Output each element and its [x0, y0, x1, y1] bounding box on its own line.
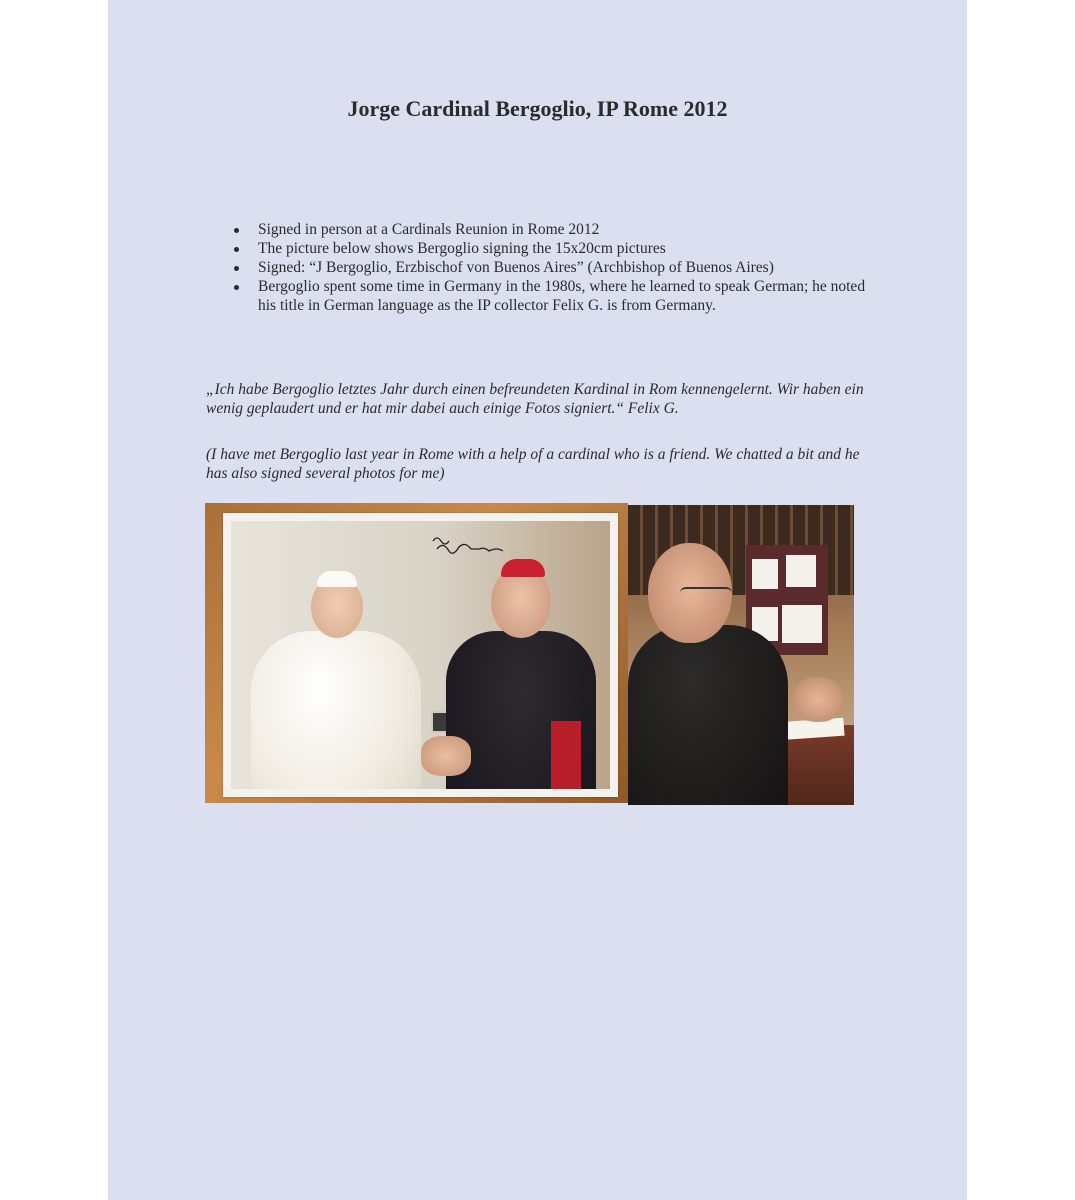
pinned-card — [752, 559, 778, 589]
cardinal-zucchetto — [501, 559, 545, 577]
pinned-card — [782, 605, 822, 643]
cardinal-sash — [551, 721, 581, 789]
pope-zucchetto — [317, 571, 357, 587]
glasses — [680, 587, 732, 601]
signing-photo — [628, 505, 854, 805]
photo-print — [223, 513, 618, 797]
signed-photo — [205, 503, 628, 803]
bullet-item: Bergoglio spent some time in Germany in the 1980s, where he learned to speak German; he noted his title in German language as the IP collector Felix G. is from Germany. — [258, 277, 868, 315]
quote-english: (I have met Bergoglio last year in Rome with a help of a cardinal who is a friend. We chatted a bit and he has also signed several photos for me) — [206, 446, 860, 482]
page-title: Jorge Cardinal Bergoglio, IP Rome 2012 — [347, 96, 728, 121]
bullet-list — [238, 220, 868, 315]
photo-scene — [231, 521, 610, 789]
bullet-item: The picture below shows Bergoglio signing the 15x20cm pictures — [258, 239, 868, 258]
bergoglio-figure — [628, 625, 788, 805]
quote-german: „Ich habe Bergoglio letztes Jahr durch einen befreundeten Kardinal in Rom kennengelernt. Wir haben ein wenig geplaudert und er hat mir dabei auch einige Fotos signiert.“ Felix G. — [206, 381, 864, 417]
pinned-card — [786, 555, 816, 587]
handshake — [421, 736, 471, 776]
document-page — [108, 0, 967, 1200]
autograph-signature — [431, 533, 521, 555]
bullet-item: Signed: “J Bergoglio, Erzbischof von Buenos Aires” (Archbishop of Buenos Aires) — [258, 258, 868, 277]
bullet-item: Signed in person at a Cardinals Reunion in Rome 2012 — [258, 220, 868, 239]
signing-hand — [793, 677, 843, 722]
pope-figure — [251, 631, 421, 789]
